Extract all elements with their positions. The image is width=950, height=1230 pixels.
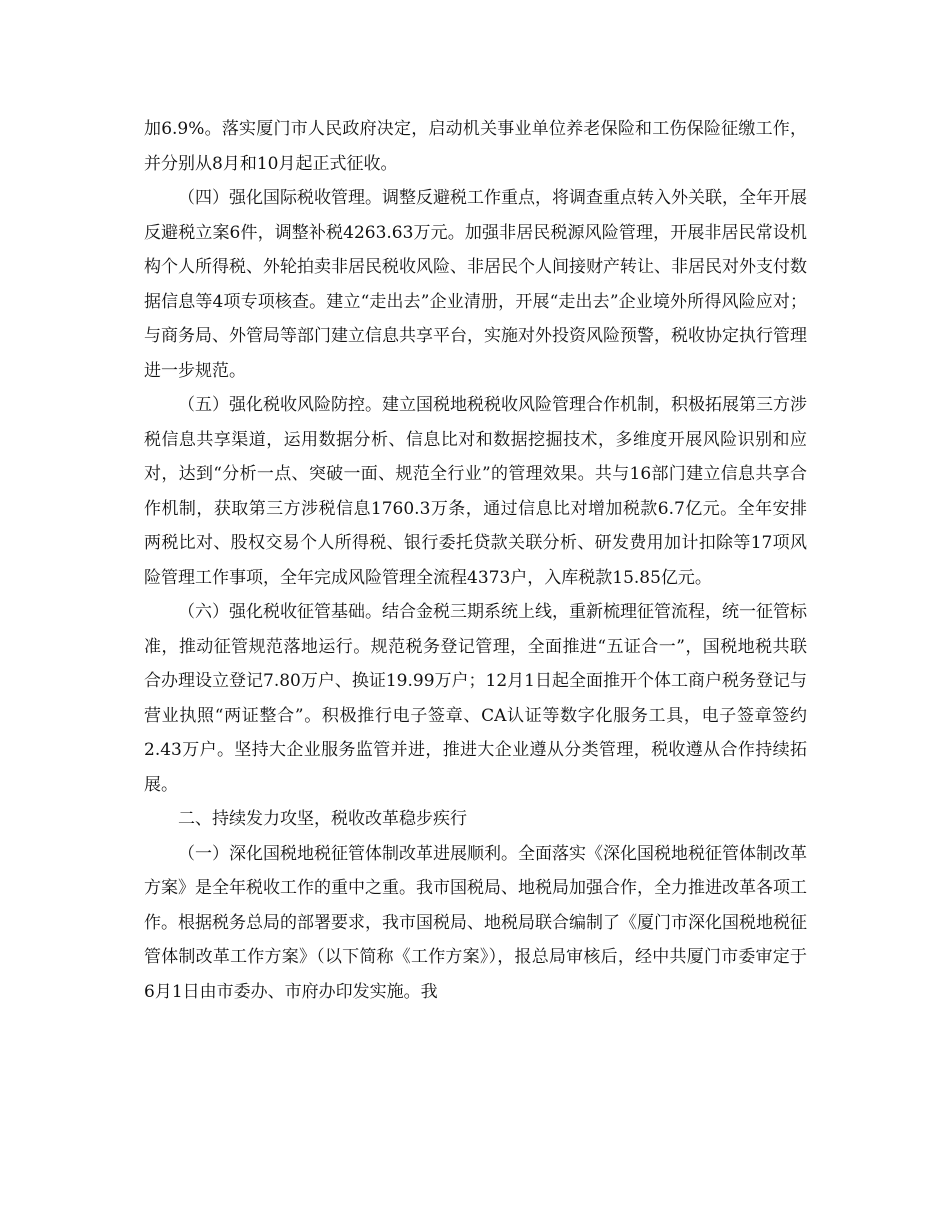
paragraph-reform-progress: （一）深化国税地税征管体制改革进展顺利。全面落实《深化国税地税征管体制改革方案》是全年税收工作的重中之重。我市国税局、地税局加强合作，全力推进改革各项工作。根据税务总局的部署要求，我市国税局、地税局联合编制了《厦门市深化国税地税征管体制改革工作方案》（以下简称《工作方案》），报总局审核后，经中共厦门市委审定于6月1日由市委办、市府办印发实施。我 bbox=[144, 843, 807, 1002]
paragraph-risk-control: （五）强化税收风险防控。建立国税地税税收风险管理合作机制，积极拓展第三方涉税信息共享渠道，运用数据分析、信息比对和数据挖掘技术，多维度开展风险识别和应对，达到“分析一点、突破一面、规范全行业”的管理效果。共与16部门建立信息共享合作机制，获取第三方涉税信息1760.3万条，通过信息比对增加税款6.7亿元。全年安排两税比对、股权交易个人所得税、银行委托贷款关联分析、研发费用加计扣除等17项风险管理工作事项，全年完成风险管理全流程4373户，入库税款15.85亿元。 bbox=[144, 395, 807, 588]
paragraph-continuation: 加6.9%。落实厦门市人民政府决定，启动机关事业单位养老保险和工伤保险征缴工作，并分别从8月和10月起正式征收。 bbox=[144, 119, 807, 174]
paragraph-international-tax: （四）强化国际税收管理。调整反避税工作重点，将调查重点转入外关联，全年开展反避税立案6件，调整补税4263.63万元。加强非居民税源风险管理，开展非居民常设机构个人所得税、外轮拍卖非居民税收风险、非居民个人间接财产转让、非居民对外支付数据信息等4项专项核查。建立“走出去”企业清册，开展“走出去”企业境外所得风险应对；与商务局、外管局等部门建立信息共享平台，实施对外投资风险预警，税收协定执行管理进一步规范。 bbox=[144, 188, 807, 381]
section-heading-reform: 二、持续发力攻坚，税收改革稳步疾行 bbox=[178, 809, 467, 829]
paragraph-collection-basis: （六）强化税收征管基础。结合金税三期系统上线，重新梳理征管流程，统一征管标准，推动征管规范落地运行。规范税务登记管理，全面推进“五证合一”，国税地税共联合办理设立登记7.80万户、换证19.99万户；12月1日起全面推开个体工商户税务登记与营业执照“两证整合”。积极推行电子签章、CA认证等数字化服务工具，电子签章签约2.43万户。坚持大企业服务监管并进，推进大企业遵从分类管理，税收遵从合作持续拓展。 bbox=[144, 602, 807, 795]
document-body bbox=[144, 112, 807, 1009]
